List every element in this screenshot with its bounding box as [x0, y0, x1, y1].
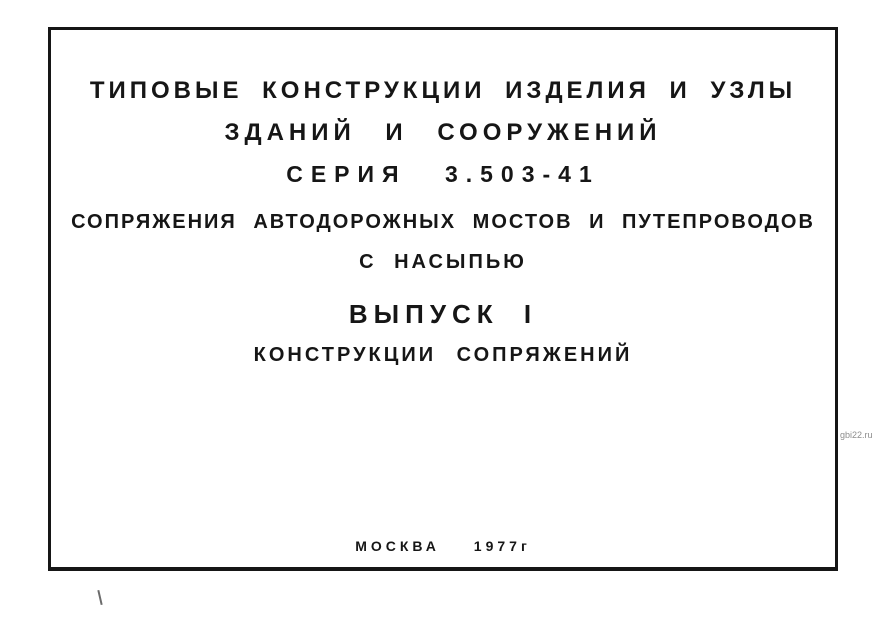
scan-artifact-mark: [97, 590, 102, 605]
doc-issue-subtitle: КОНСТРУКЦИИ СОПРЯЖЕНИЙ: [253, 344, 633, 366]
doc-subject-line2: С НАСЫПЬЮ: [359, 251, 527, 273]
document-border-frame: [48, 27, 838, 571]
doc-subject-line1: СОПРЯЖЕНИЯ АВТОДОРОЖНЫХ МОСТОВ И ПУТЕПРОВОДОВ: [71, 211, 815, 233]
watermark-text: gbi22.ru: [840, 430, 873, 440]
doc-series-number: СЕРИЯ 3.503-41: [286, 161, 600, 187]
doc-header-line1: ТИПОВЫЕ КОНСТРУКЦИИ ИЗДЕЛИЯ И УЗЛЫ: [89, 77, 797, 104]
doc-imprint-city-year: МОСКВА 1977г: [355, 538, 531, 554]
doc-issue-title: ВЫПУСК I: [348, 299, 538, 329]
doc-header-line2: ЗДАНИЙ И СООРУЖЕНИЙ: [224, 119, 662, 146]
